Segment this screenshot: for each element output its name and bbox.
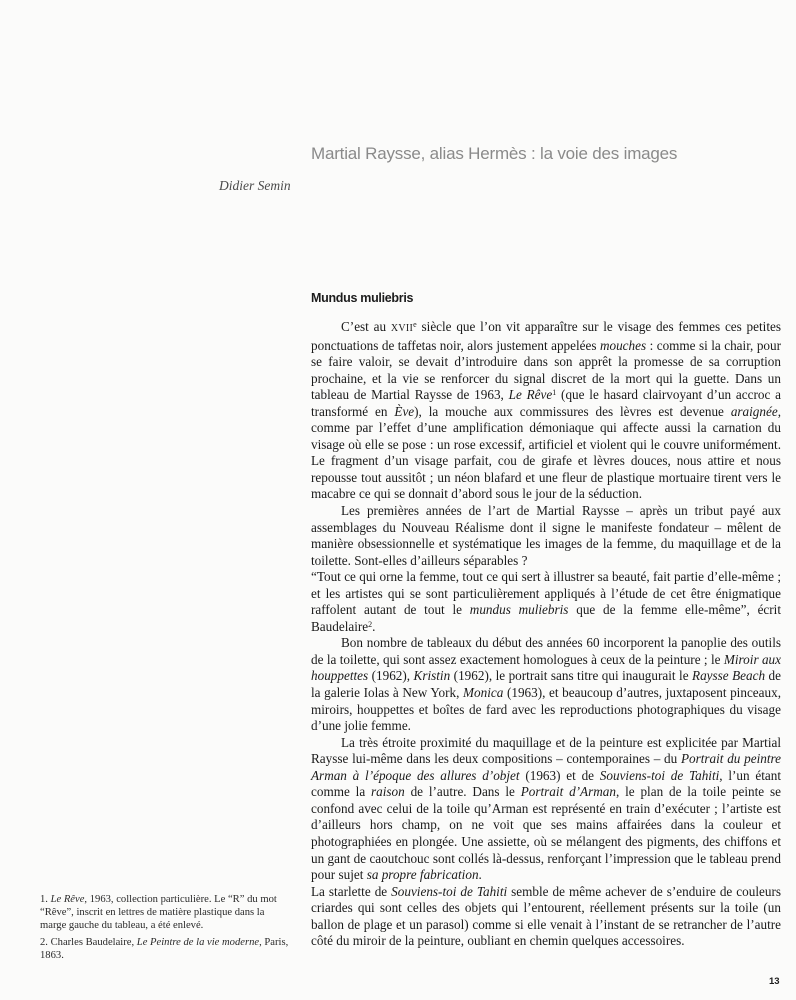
footnote-2: 2. Charles Baudelaire, Le Peintre de la vie moderne, Paris, 1863. [40, 937, 289, 961]
section-heading: Mundus muliebris [311, 291, 414, 305]
paragraph-6: La starlette de Souviens-toi de Tahiti semble de même achever de s’enduire de couleurs criardes qui sont celles des objets qui l’entourent, réellement présents sur la toile (un ballon de plage et un parasol) comme si elle venait à l’instant de se retrancher de l’autre côté du miroir de la peinture, oubliant en chemin quelques accessoires. [311, 883, 781, 949]
footnote-ref-2: 2 [368, 619, 373, 629]
quotation: “Tout ce qui orne la femme, tout ce qui sert à illustrer sa beauté, fait partie d’elle-même ; et les artistes qui se sont particulièrement appliqués à l’étude de cet être énigmatique raffolent autant de tout le mundus muliebris que de la femme elle-même”, écrit Baudelaire$^2$. [311, 569, 781, 634]
footnote-1: 1. Le Rêve, 1963, collection particulière. Le “R” du mot “Rêve”, inscrit en lettres de matière plastique dans la marge gauche du tableau, a été enlevé. [40, 894, 277, 931]
paragraph-4: Bon nombre de tableaux du début des années 60 incorporent la panoplie des outils de la toilette, qui sont assez exactement homologues à ceux de la peinture ; le Miroir aux houppettes (1962), Kristin (1962), le portrait sans titre qui inaugurait le Raysse Beach de la galerie Iolas à New York, Monica (1963), et beaucoup d’autres, juxtaposent pinceaux, miroirs, houppettes et boîtes de fard avec les reproductions photographiques du visage d’une jolie femme. [311, 635, 781, 734]
footnote-ref-1: 1 [552, 388, 557, 398]
paragraph-2: Les premières années de l’art de Martial Raysse – après un tribut payé aux assemblages du Nouveau Réalisme dont il signe le manifeste fondateur – mêlent de manière obsessionnelle et systématique les images de la femme, du maquillage et de la toilette. Sont-elles d’ailleurs séparables ? [311, 503, 781, 568]
article-title: Martial Raysse, alias Hermès : la voie des images [311, 144, 678, 163]
paragraph-1: C’est au XVIIe siècle que l’on vit apparaître sur le visage des femmes ces petites ponctuations de taffetas noir, alors justement appelées mouches : comme si la chair, pour se faire valoir, se devait d’introduire dans son apprêt la promesse de sa corruption prochaine, et la vie se renforcer du signal discret de la mort qui la guette. Dans un tableau de Martial Raysse de 1963, Le Rêve$^1$ (que le hasard clairvoyant d’un accroc a transformé en Ève), la mouche aux commissures des lèvres est devenue araignée, comme par l’effet d’une amplification démoniaque qui affecte aussi la carnation du visage où elle se pose : un rose excessif, artificiel et violent qui le couvre uniformément. Le fragment d’un visage parfait, cou de girafe et lèvres douces, nous attire et nous repousse tout aussitôt ; un néon blafard et une fleur de plastique mortuaire tirent vers le macabre ce qui se donnait d’abord sous le jour de la séduction. [311, 319, 781, 502]
page-number: 13 [769, 976, 780, 987]
article-body [311, 319, 781, 950]
author-name: Didier Semin [219, 178, 291, 193]
footnotes [40, 893, 290, 966]
paragraph-5: La très étroite proximité du maquillage et de la peinture est explicitée par Martial Raysse lui-même dans les deux compositions – contemporaines – du Portrait du peintre Arman à l’époque des allures d’objet (1963) et de Souviens-toi de Tahiti, l’un étant comme la raison de l’autre. Dans le Portrait d’Arman, le plan de la toile peinte se confond avec celui de la toile qu’Arman est représenté en train d’exécuter ; l’artiste est d’ailleurs hors champ, on ne voit que ses mains affairées dans la couleur et photographiées en plongée. Une assiette, où se mélangent des pigments, des chiffons et un gant de caoutchouc sont collés là-dessus, renforçant l’impression que le tableau prend pour sujet sa propre fabrication. [311, 734, 781, 883]
